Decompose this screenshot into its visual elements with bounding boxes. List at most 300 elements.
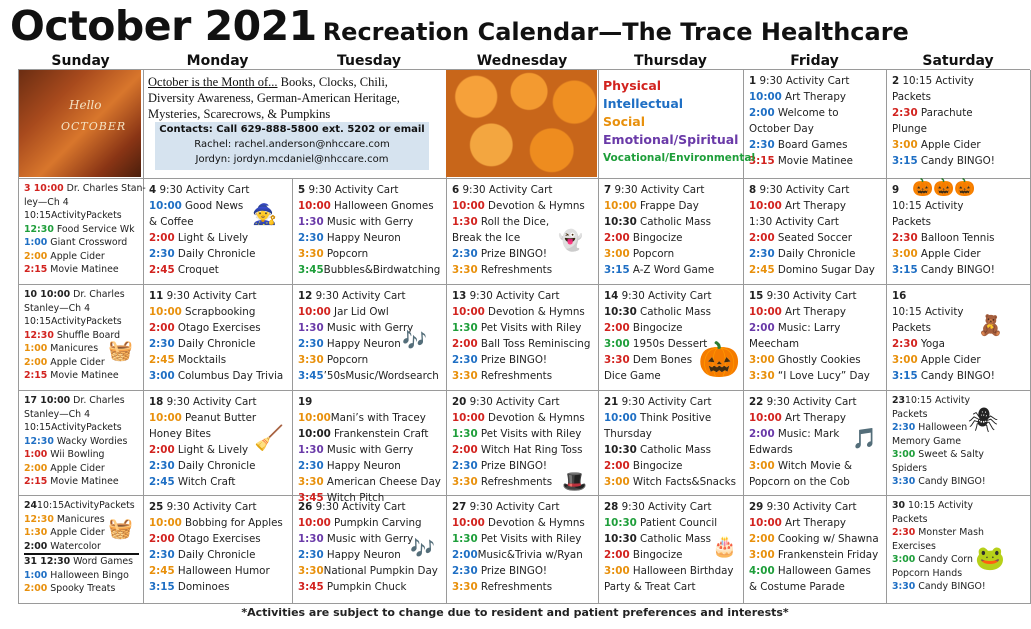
activity-time: 1 bbox=[749, 75, 757, 87]
activity-time: 1:30 bbox=[452, 428, 478, 440]
activity-time: 2:30 bbox=[149, 248, 175, 260]
activity-time: 10:00 bbox=[749, 306, 782, 318]
activity-text: Candy BINGO! bbox=[917, 155, 995, 167]
activity-text: 9:30 Activity Cart bbox=[763, 396, 857, 408]
activity-text: Halloween Humor bbox=[174, 565, 270, 577]
activity-text: Music with Gerry bbox=[323, 444, 414, 456]
activity-text: A-Z Word Game bbox=[629, 264, 715, 276]
calendar-day-cell[interactable] bbox=[744, 285, 887, 391]
activity-line bbox=[24, 263, 139, 277]
activity-line bbox=[149, 458, 288, 474]
activity-text: 10:15 Activity bbox=[892, 200, 964, 212]
calendar-day-cell[interactable] bbox=[744, 70, 887, 179]
activity-time: 2:00 bbox=[24, 462, 48, 474]
activity-text: Spooky Treats bbox=[47, 583, 116, 594]
calendar-day-cell[interactable] bbox=[744, 496, 887, 604]
activity-text: Bingocize bbox=[629, 460, 683, 472]
activity-time: 10:30 bbox=[604, 517, 637, 529]
activity-text: Domino Sugar Day bbox=[774, 264, 875, 276]
activity-text: & Costume Parade bbox=[749, 581, 845, 593]
weekday-header-tuesday: Tuesday bbox=[337, 53, 401, 69]
activity-time: 9 bbox=[892, 184, 900, 196]
activity-time: 29 bbox=[749, 501, 764, 513]
photo-hello-text: Hello bbox=[69, 98, 102, 112]
activity-time: 10:00 bbox=[452, 200, 485, 212]
activity-line bbox=[749, 214, 882, 230]
activity-line bbox=[149, 304, 288, 320]
month-of-lead: October is the Month of... bbox=[148, 75, 278, 89]
activity-text: 9:30 Activity Cart bbox=[763, 501, 857, 513]
activity-line bbox=[149, 394, 288, 410]
activity-line bbox=[149, 474, 288, 490]
activity-text: Refreshments bbox=[477, 581, 553, 593]
activity-text: Shuffle Board bbox=[53, 329, 121, 341]
activity-time: 2:15 bbox=[24, 476, 48, 487]
activity-line bbox=[892, 448, 1026, 462]
activity-time: 8 bbox=[749, 184, 757, 196]
activity-time: 11 bbox=[149, 290, 164, 302]
activity-line bbox=[892, 553, 1026, 567]
activity-text: Catholic Mass bbox=[636, 444, 711, 456]
activity-line bbox=[892, 540, 1026, 554]
activity-line bbox=[298, 579, 442, 595]
activity-line bbox=[749, 153, 882, 169]
activity-line bbox=[749, 137, 882, 153]
activity-line bbox=[452, 304, 594, 320]
activity-time: 2:30 bbox=[149, 460, 175, 472]
activity-time: 2:00 bbox=[24, 250, 48, 262]
activity-line bbox=[892, 246, 1026, 262]
activity-text: Catholic Mass bbox=[636, 533, 711, 545]
activity-line bbox=[24, 569, 139, 583]
activity-time: 3:15 bbox=[604, 264, 630, 276]
calendar-day-cell[interactable] bbox=[144, 179, 293, 285]
activity-line bbox=[604, 262, 739, 278]
activity-time: 12:30 bbox=[24, 435, 54, 447]
activity-text: 9:30 Activity Cart bbox=[163, 501, 257, 513]
activity-time: 3:00 bbox=[892, 449, 916, 460]
activity-line bbox=[892, 368, 1026, 384]
activity-time: 1:00 bbox=[24, 569, 48, 581]
activity-text: Ball Toss Reminiscing bbox=[477, 338, 591, 350]
activity-text: Candy BINGO! bbox=[917, 264, 995, 276]
activity-text: Happy Neuron bbox=[323, 232, 401, 244]
activity-line bbox=[892, 352, 1026, 368]
activity-line bbox=[24, 499, 139, 513]
photo-october-text: OCTOBER bbox=[61, 120, 127, 133]
activity-line bbox=[892, 320, 1026, 336]
activity-text: Candy BINGO! bbox=[915, 581, 986, 592]
activity-time: 19 bbox=[298, 396, 313, 408]
activity-time: 2:30 bbox=[892, 527, 916, 538]
activity-text: Prize BINGO! bbox=[477, 460, 548, 472]
activity-time: 25 bbox=[149, 501, 164, 513]
activity-text: Memory Game bbox=[892, 435, 962, 447]
activity-text: Welcome to bbox=[774, 107, 839, 119]
activity-text: Happy Neuron bbox=[323, 549, 401, 561]
activity-text: Exercises bbox=[892, 540, 936, 552]
activity-text: 10:15ActivityPackets bbox=[37, 500, 135, 511]
activity-time: 31 12:30 bbox=[24, 556, 71, 567]
activity-time: 2:30 bbox=[892, 422, 916, 433]
activity-line bbox=[749, 262, 882, 278]
activity-text: Sweet & Salty bbox=[915, 449, 984, 460]
activity-line bbox=[604, 563, 739, 579]
activity-time: 3:00 bbox=[604, 476, 630, 488]
activity-text: Otago Exercises bbox=[174, 533, 261, 545]
activity-text: Pet Visits with Riley bbox=[477, 322, 582, 334]
activity-time: 1:30 bbox=[452, 533, 478, 545]
activity-time: 2:30 bbox=[149, 338, 175, 350]
activity-text: 10:15 Activity bbox=[905, 395, 971, 406]
activity-time: 2:30 bbox=[298, 460, 324, 472]
activity-line bbox=[24, 369, 139, 383]
activity-line bbox=[749, 246, 882, 262]
activity-time: 10:00 bbox=[149, 412, 182, 424]
activity-line bbox=[24, 209, 139, 223]
activity-text: Music with Gerry bbox=[323, 533, 414, 545]
calendar-day-cell[interactable] bbox=[144, 496, 293, 604]
activity-text: Movie Matinee bbox=[47, 264, 119, 275]
scarecrow-icon: 🧸 bbox=[978, 313, 1003, 337]
activity-line bbox=[749, 320, 882, 336]
activity-time: 2:45 bbox=[149, 354, 175, 366]
activity-time: 22 bbox=[749, 396, 764, 408]
activity-text: 9:30 Activity Cart bbox=[163, 396, 257, 408]
activity-text: 9:30 Activity Cart bbox=[312, 501, 406, 513]
activity-time: 1:30 bbox=[298, 444, 324, 456]
activity-text: Music&Trivia w/Ryan bbox=[477, 549, 583, 561]
activity-line bbox=[298, 304, 442, 320]
activity-line bbox=[604, 198, 739, 214]
activity-text: Otago Exercises bbox=[174, 322, 261, 334]
activity-text: Daily Chronicle bbox=[174, 460, 256, 472]
activity-time: 2 bbox=[892, 75, 900, 87]
calendar-day-cell[interactable] bbox=[887, 496, 1031, 604]
activity-text: Devotion & Hymns bbox=[484, 200, 585, 212]
witch-icon: 🧙 bbox=[252, 202, 277, 226]
activity-text: Movie Matinee bbox=[774, 155, 853, 167]
spider-icon: 🕷 bbox=[968, 406, 999, 434]
activity-text: Watercolor bbox=[47, 540, 101, 552]
activity-time: 3:30 bbox=[298, 248, 324, 260]
activity-line bbox=[892, 230, 1026, 246]
activity-line bbox=[24, 182, 146, 196]
activity-time: 2:00 bbox=[452, 549, 478, 561]
activity-text: Apple Cider bbox=[917, 139, 981, 151]
activity-text: Frankenstein Friday bbox=[774, 549, 879, 561]
activity-text: Popcorn bbox=[323, 354, 369, 366]
calendar-day-cell[interactable] bbox=[887, 70, 1031, 179]
activity-time: 3:15 bbox=[892, 264, 918, 276]
activity-time: 2:00 bbox=[452, 338, 478, 350]
activity-time: 10:00 bbox=[298, 517, 331, 529]
activity-time: 3:00 bbox=[749, 354, 775, 366]
activity-text: Dr. Charles bbox=[70, 395, 125, 406]
activity-time: 6 bbox=[452, 184, 460, 196]
activity-text: 10:15 Activity bbox=[892, 306, 964, 318]
activity-text: Music with Gerry bbox=[323, 322, 414, 334]
activity-line bbox=[749, 230, 882, 246]
activity-time: 28 bbox=[604, 501, 619, 513]
activity-text: Wii Bowling bbox=[47, 449, 105, 460]
activity-text: Peanut Butter bbox=[181, 412, 257, 424]
activity-line bbox=[892, 105, 1026, 121]
activity-line bbox=[892, 121, 1026, 137]
activity-text: 9:30 Activity Cart bbox=[466, 290, 560, 302]
activity-text: Dem Bones bbox=[629, 354, 693, 366]
activity-line bbox=[604, 442, 739, 458]
activity-line bbox=[24, 448, 139, 462]
activity-time: 12:30 bbox=[24, 223, 54, 235]
activity-line bbox=[892, 304, 1026, 320]
activity-text: Halloween Bingo bbox=[47, 569, 129, 581]
activity-text: Pumpkin Carving bbox=[330, 517, 422, 529]
activity-text: 9:30 Activity Cart bbox=[156, 184, 250, 196]
activity-text: Popcorn bbox=[323, 248, 369, 260]
activity-line bbox=[892, 198, 1026, 214]
activity-text: Board Games bbox=[774, 139, 848, 151]
calendar-day-cell[interactable] bbox=[887, 285, 1031, 391]
activity-line bbox=[892, 394, 1026, 408]
activity-time: 12 bbox=[298, 290, 313, 302]
activity-line bbox=[452, 579, 594, 595]
activity-time: 2:00 bbox=[749, 428, 775, 440]
activity-text: Music with Gerry bbox=[323, 216, 414, 228]
activity-text: American Cheese Day bbox=[323, 476, 441, 488]
activity-time: 3:30 bbox=[298, 565, 324, 577]
activity-text: Daily Chronicle bbox=[174, 248, 256, 260]
activity-text: 9:30 Activity Cart bbox=[312, 290, 406, 302]
activity-time: 10:00 bbox=[749, 200, 782, 212]
activity-time: 26 bbox=[298, 501, 313, 513]
activity-time: 12:30 bbox=[24, 329, 54, 341]
activity-text: Catholic Mass bbox=[636, 306, 711, 318]
calendar-day-cell[interactable] bbox=[887, 391, 1031, 496]
activity-line bbox=[604, 304, 739, 320]
activity-text: Pet Visits with Riley bbox=[477, 533, 582, 545]
activity-time: 10:00 bbox=[149, 306, 182, 318]
activity-text: Art Therapy bbox=[781, 306, 846, 318]
calendar-day-cell[interactable] bbox=[599, 179, 744, 285]
activity-line bbox=[298, 368, 442, 384]
calendar-day-cell[interactable] bbox=[144, 285, 293, 391]
activity-time: 2:00 bbox=[749, 107, 775, 119]
activity-text: 9:30 Activity Cart bbox=[618, 501, 712, 513]
activity-text: 10:15ActivityPackets bbox=[24, 316, 122, 327]
activity-line bbox=[604, 579, 739, 595]
calendar-title bbox=[10, 2, 909, 50]
activity-text: Movie Matinee bbox=[47, 370, 119, 381]
activity-time: 10:00 bbox=[749, 517, 782, 529]
calendar-day-cell[interactable] bbox=[293, 391, 447, 504]
activity-text: Columbus Day Trivia bbox=[174, 370, 284, 382]
activity-line bbox=[24, 236, 139, 250]
activity-time: 30 bbox=[892, 500, 906, 511]
activity-time: 10:00 bbox=[298, 306, 331, 318]
activity-text: Food Service Wk bbox=[53, 223, 135, 235]
activity-time: 2:15 bbox=[24, 370, 48, 381]
activity-line bbox=[298, 474, 442, 490]
activity-time: 3:00 bbox=[892, 139, 918, 151]
calendar-day-cell[interactable] bbox=[447, 285, 599, 391]
activity-text: Candy Corn bbox=[915, 554, 973, 565]
activity-line bbox=[892, 137, 1026, 153]
activity-line bbox=[604, 320, 739, 336]
activity-line bbox=[749, 474, 882, 490]
activity-text: Pet Visits with Riley bbox=[477, 428, 582, 440]
activity-text: ley—Ch 4 bbox=[24, 196, 69, 208]
legend-item: Emotional/Spiritual bbox=[603, 132, 739, 147]
activity-line bbox=[452, 182, 594, 198]
activity-line bbox=[298, 288, 442, 304]
activity-line bbox=[892, 336, 1026, 352]
activity-time: 7 bbox=[604, 184, 612, 196]
activity-line bbox=[749, 336, 882, 352]
activity-line bbox=[892, 89, 1026, 105]
activity-text: Giant Crossword bbox=[47, 237, 128, 248]
activity-text: Art Therapy bbox=[781, 412, 846, 424]
activity-text: Packets bbox=[892, 513, 928, 525]
legend-item: Intellectual bbox=[603, 96, 684, 111]
activity-line bbox=[24, 408, 139, 422]
activity-text: Refreshments bbox=[477, 476, 553, 488]
activity-text: Think Positive bbox=[636, 412, 712, 424]
activity-text: Dr. Charles bbox=[70, 289, 125, 300]
activity-text: 9:30 Activity Cart bbox=[459, 184, 553, 196]
activity-time: 3:00 bbox=[892, 554, 916, 565]
activity-time: 2:45 bbox=[149, 264, 175, 276]
apple-basket-icon: 🧺 bbox=[108, 516, 133, 540]
activity-time: 16 bbox=[892, 290, 907, 302]
activity-text: Apple Cider bbox=[47, 250, 105, 262]
activity-text: Thursday bbox=[604, 428, 652, 440]
activity-text: Prize BINGO! bbox=[477, 565, 548, 577]
activity-text: 9:30 Activity Cart bbox=[618, 290, 712, 302]
activity-line bbox=[149, 182, 288, 198]
activity-text: Stanley—Ch 4 bbox=[24, 302, 91, 314]
activity-text: Manicures bbox=[47, 343, 99, 354]
calendar-day-cell[interactable] bbox=[447, 496, 599, 604]
activity-text: Halloween Gnomes bbox=[330, 200, 434, 212]
activity-time: 1:30 bbox=[298, 322, 324, 334]
weekday-header-thursday: Thursday bbox=[634, 53, 707, 69]
activity-time: 2:30 bbox=[892, 232, 918, 244]
activity-time: 3:00 bbox=[604, 338, 630, 350]
activity-text: Break the Ice bbox=[452, 232, 521, 244]
activity-time: 2:00 bbox=[604, 322, 630, 334]
activity-line bbox=[604, 515, 739, 531]
activity-line bbox=[749, 410, 882, 426]
activity-time: 21 bbox=[604, 396, 619, 408]
activity-text: 10:15ActivityPackets bbox=[24, 422, 122, 433]
music-note-icon: 🎵 bbox=[852, 426, 877, 450]
activity-text: 9:30 Activity Cart bbox=[763, 290, 857, 302]
contact-jordyn: Jordyn: jordyn.mcdaniel@nhccare.com bbox=[195, 154, 389, 165]
legend-item: Vocational/Environmental bbox=[603, 152, 756, 164]
activity-time: 15 bbox=[749, 290, 764, 302]
activity-text: Seated Soccer bbox=[774, 232, 852, 244]
activity-time: 1:30 bbox=[452, 216, 478, 228]
activity-text: Apple Cider bbox=[47, 356, 105, 368]
activity-text: Mani’s with Tracey bbox=[330, 412, 426, 424]
activity-text: Popcorn bbox=[629, 248, 675, 260]
activity-time: 2:00 bbox=[149, 232, 175, 244]
activity-text: Movie Matinee bbox=[47, 476, 119, 487]
calendar-day-cell[interactable] bbox=[744, 179, 887, 285]
activity-line bbox=[149, 288, 288, 304]
activity-time: 20 bbox=[452, 396, 467, 408]
activity-line bbox=[298, 262, 442, 278]
calendar-day-cell[interactable] bbox=[19, 391, 144, 496]
activity-line bbox=[452, 336, 594, 352]
activity-text: Edwards bbox=[749, 444, 793, 456]
calendar-day-cell[interactable] bbox=[19, 496, 144, 604]
calendar-day-cell[interactable] bbox=[293, 179, 447, 285]
activity-text: Art Therapy bbox=[781, 91, 846, 103]
activity-line bbox=[24, 302, 139, 316]
activity-line bbox=[24, 250, 139, 264]
activity-time: 3:00 bbox=[892, 248, 918, 260]
activity-line bbox=[749, 458, 882, 474]
activity-text: Jar Lid Owl bbox=[330, 306, 389, 318]
activity-time: 10:00 bbox=[452, 306, 485, 318]
activity-line bbox=[892, 475, 1026, 489]
activity-time: 3:30 bbox=[452, 264, 478, 276]
activity-line bbox=[298, 352, 442, 368]
activity-time: 3:45 bbox=[298, 581, 324, 593]
activity-text: 10:15 Activity bbox=[899, 75, 974, 87]
calendar-day-cell[interactable] bbox=[599, 391, 744, 496]
activity-text: Halloween Games bbox=[774, 565, 871, 577]
activity-time: 1:30 bbox=[452, 322, 478, 334]
activity-time: 10:30 bbox=[604, 444, 637, 456]
activity-text: Meecham bbox=[749, 338, 800, 350]
activity-text: “I Love Lucy” Day bbox=[774, 370, 870, 382]
activity-text: Pumpkin Chuck bbox=[323, 581, 407, 593]
activity-line bbox=[452, 410, 594, 426]
activity-line bbox=[892, 513, 1026, 527]
activity-text: 10:15ActivityPackets bbox=[24, 210, 122, 221]
activity-line bbox=[604, 474, 739, 490]
activity-text: Witch Pitch bbox=[323, 492, 385, 504]
witch-hat-icon: 🎩 bbox=[562, 469, 587, 493]
activity-line bbox=[24, 553, 139, 569]
activity-line bbox=[892, 580, 1026, 594]
activity-text: Daily Chronicle bbox=[174, 549, 256, 561]
activity-time: 18 bbox=[149, 396, 164, 408]
activity-line bbox=[298, 442, 442, 458]
activity-time: 10 10:00 bbox=[24, 289, 71, 300]
activity-time: 2:30 bbox=[892, 107, 918, 119]
activity-line bbox=[24, 582, 139, 596]
activity-text: Yoga bbox=[917, 338, 945, 350]
activity-text: Candy BINGO! bbox=[917, 370, 995, 382]
activity-text: Daily Chronicle bbox=[774, 248, 856, 260]
activity-text: 9:30 Activity Cart bbox=[466, 396, 560, 408]
calendar-day-cell[interactable] bbox=[19, 179, 144, 285]
activity-time: 1:00 bbox=[24, 237, 48, 248]
activity-time: 10:30 bbox=[604, 216, 637, 228]
activity-line bbox=[749, 352, 882, 368]
activity-text: Catholic Mass bbox=[636, 216, 711, 228]
weekday-header-friday: Friday bbox=[790, 53, 839, 69]
activity-time: 2:30 bbox=[452, 248, 478, 260]
activity-line bbox=[892, 262, 1026, 278]
activity-line bbox=[452, 547, 594, 563]
activity-text: Refreshments bbox=[477, 264, 553, 276]
activity-text: Packets bbox=[892, 408, 928, 420]
